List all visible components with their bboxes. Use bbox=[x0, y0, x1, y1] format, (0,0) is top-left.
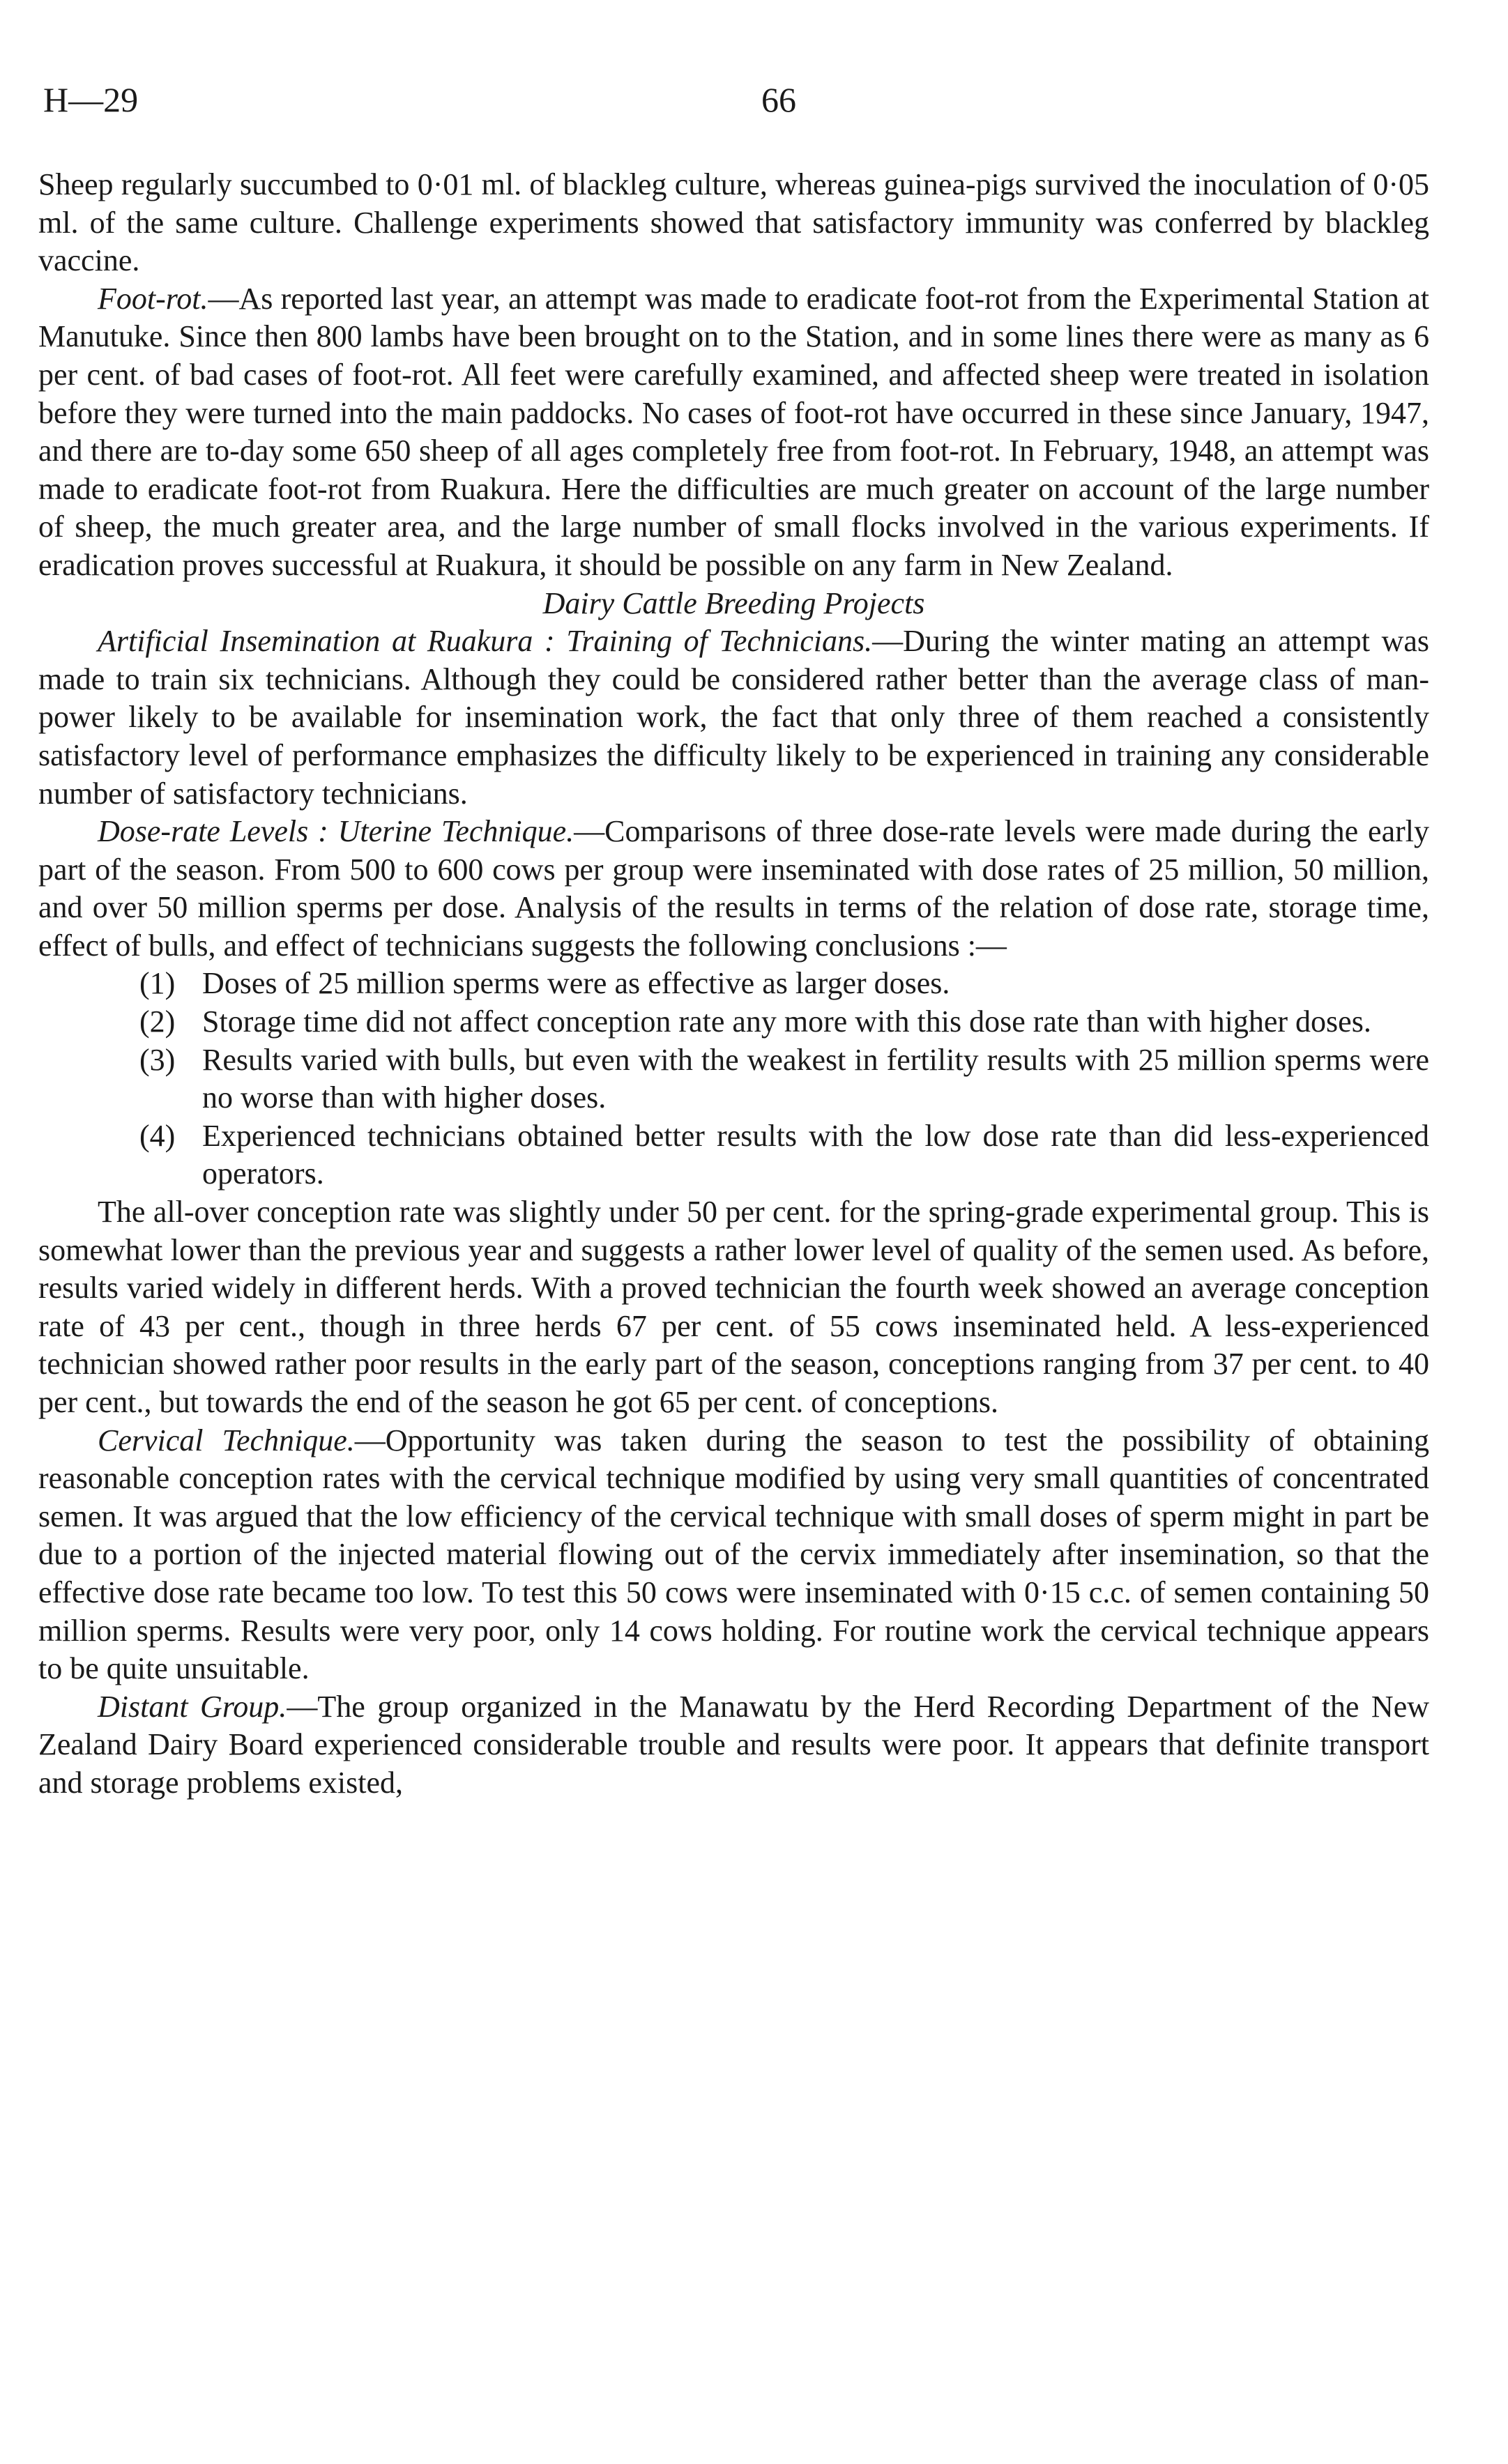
section-heading: Dairy Cattle Breeding Projects bbox=[542, 586, 925, 620]
cervical-lead: Cervical Technique. bbox=[98, 1423, 355, 1457]
training-lead: Artificial Insemination at Ruakura : Training of Technicians. bbox=[98, 624, 873, 659]
distant-group-text: —The group organized in the Manawatu by the Herd Recording Department of the New Zealand Dairy Board experienced considerable trouble and results were poor. It appears that definite transport and storage problems existed, bbox=[38, 1689, 1429, 1800]
report-reference: H—29 bbox=[43, 80, 139, 119]
list-marker: (1) bbox=[139, 966, 176, 1001]
dose-rate-text: —Comparisons of three dose-rate levels were made during the early part of the season. From 500 to 600 cows per group were inseminated with dose rates of 25 million, 50 million, and over 50 million sperms per dose. Analysis of the results in terms of the relation of dose rate, storage time, effect of bulls, and effect of technicians suggests the following conclusions :— bbox=[38, 814, 1429, 963]
paragraph-blackleg-text: Sheep regularly succumbed to 0·01 ml. of blackleg culture, whereas guinea-pigs survived the inoculation of 0·05 ml. of the same culture. Challenge experiments showed that satisfactory immunity was conferred by blackleg vaccine. bbox=[38, 167, 1429, 278]
foot-rot-text: —As reported last year, an attempt was made to eradicate foot-rot from the Experimental Station at Manutuke. Since then 800 lambs have been brought on to the Station, and in some lines there were as many as 6 per cent. of bad cases of foot-rot. All feet were carefully examined, and affected sheep were treated in isolation before they were turned into the main paddocks. No cases of foot-rot have occurred in these since January, 1947, and there are to-day some 650 sheep of all ages completely free from foot-rot. In February, 1948, an attempt was made to eradicate foot-rot from Ruakura. Here the difficulties are much greater on account of the large number of sheep, the much greater area, and the large number of small flocks involved in the various experiments. If eradication proves successful at Ruakura, it should be possible on any farm in New Zealand. bbox=[38, 281, 1429, 582]
paragraph-foot-rot bbox=[38, 280, 1429, 585]
list-item-text: Storage time did not affect conception rate any more with this dose rate than with higher doses. bbox=[202, 1004, 1371, 1039]
paragraph-dose-rate bbox=[38, 813, 1429, 965]
list-marker: (4) bbox=[139, 1118, 176, 1153]
list-item-text: Results varied with bulls, but even with the weakest in fertility results with 25 million sperms were no worse than with higher doses. bbox=[202, 1042, 1429, 1115]
body-text bbox=[38, 166, 1429, 1803]
list-item bbox=[139, 1041, 1429, 1117]
conclusions-list bbox=[38, 965, 1429, 1193]
list-item-text: Doses of 25 million sperms were as effective as larger doses. bbox=[202, 966, 950, 1001]
list-item bbox=[139, 1003, 1429, 1041]
cervical-text: —Opportunity was taken during the season to test the possibility of obtaining reasonable conception rates with the cervical technique modified by using very small quantities of concentrated semen. It was argued that the low efficiency of the cervical technique with small doses of sperm might in part be due to a portion of the injected material flowing out of the cervix immediately after insemination, so that the effective dose rate became too low. To test this 50 cows were inseminated with 0·15 c.c. of semen containing 50 million sperms. Results were very poor, only 14 cows holding. For routine work the cervical technique appears to be quite unsuitable. bbox=[38, 1423, 1429, 1686]
list-item-text: Experienced technicians obtained better results with the low dose rate than did less-experienced operators. bbox=[202, 1118, 1429, 1191]
list-marker: (2) bbox=[139, 1004, 176, 1039]
foot-rot-lead: Foot-rot. bbox=[98, 281, 208, 316]
list-item bbox=[139, 1117, 1429, 1193]
dose-rate-lead: Dose-rate Levels : Uterine Technique. bbox=[98, 814, 574, 849]
paragraph-training bbox=[38, 622, 1429, 813]
paragraph-cervical bbox=[38, 1422, 1429, 1688]
list-marker: (3) bbox=[139, 1042, 176, 1077]
paragraph-conception bbox=[38, 1193, 1429, 1422]
list-item bbox=[139, 965, 1429, 1003]
paragraph-distant-group bbox=[38, 1688, 1429, 1803]
conception-text: The all-over conception rate was slightly under 50 per cent. for the spring-grade experimental group. This is somewhat lower than the previous year and suggests a rather lower level of quality of the semen used. As before, results varied widely in different herds. With a proved technician the fourth week showed an average conception rate of 43 per cent., though in three herds 67 per cent. of 55 cows inseminated held. A less-experienced technician showed rather poor results in the early part of the season, conceptions ranging from 37 per cent. to 40 per cent., but towards the end of the season he got 65 per cent. of conceptions. bbox=[38, 1195, 1429, 1419]
page-header bbox=[43, 75, 1438, 124]
distant-group-lead: Distant Group. bbox=[98, 1689, 287, 1724]
training-text: —During the winter mating an attempt was made to train six technicians. Although they could be considered rather better than the average class of man-power likely to be available for insemination work, the fact that only three of them reached a consistently satisfactory level of performance emphasizes the difficulty likely to be experienced in training any considerable number of satisfactory technicians. bbox=[38, 624, 1430, 811]
paragraph-blackleg bbox=[38, 166, 1429, 280]
page-number: 66 bbox=[761, 80, 796, 119]
